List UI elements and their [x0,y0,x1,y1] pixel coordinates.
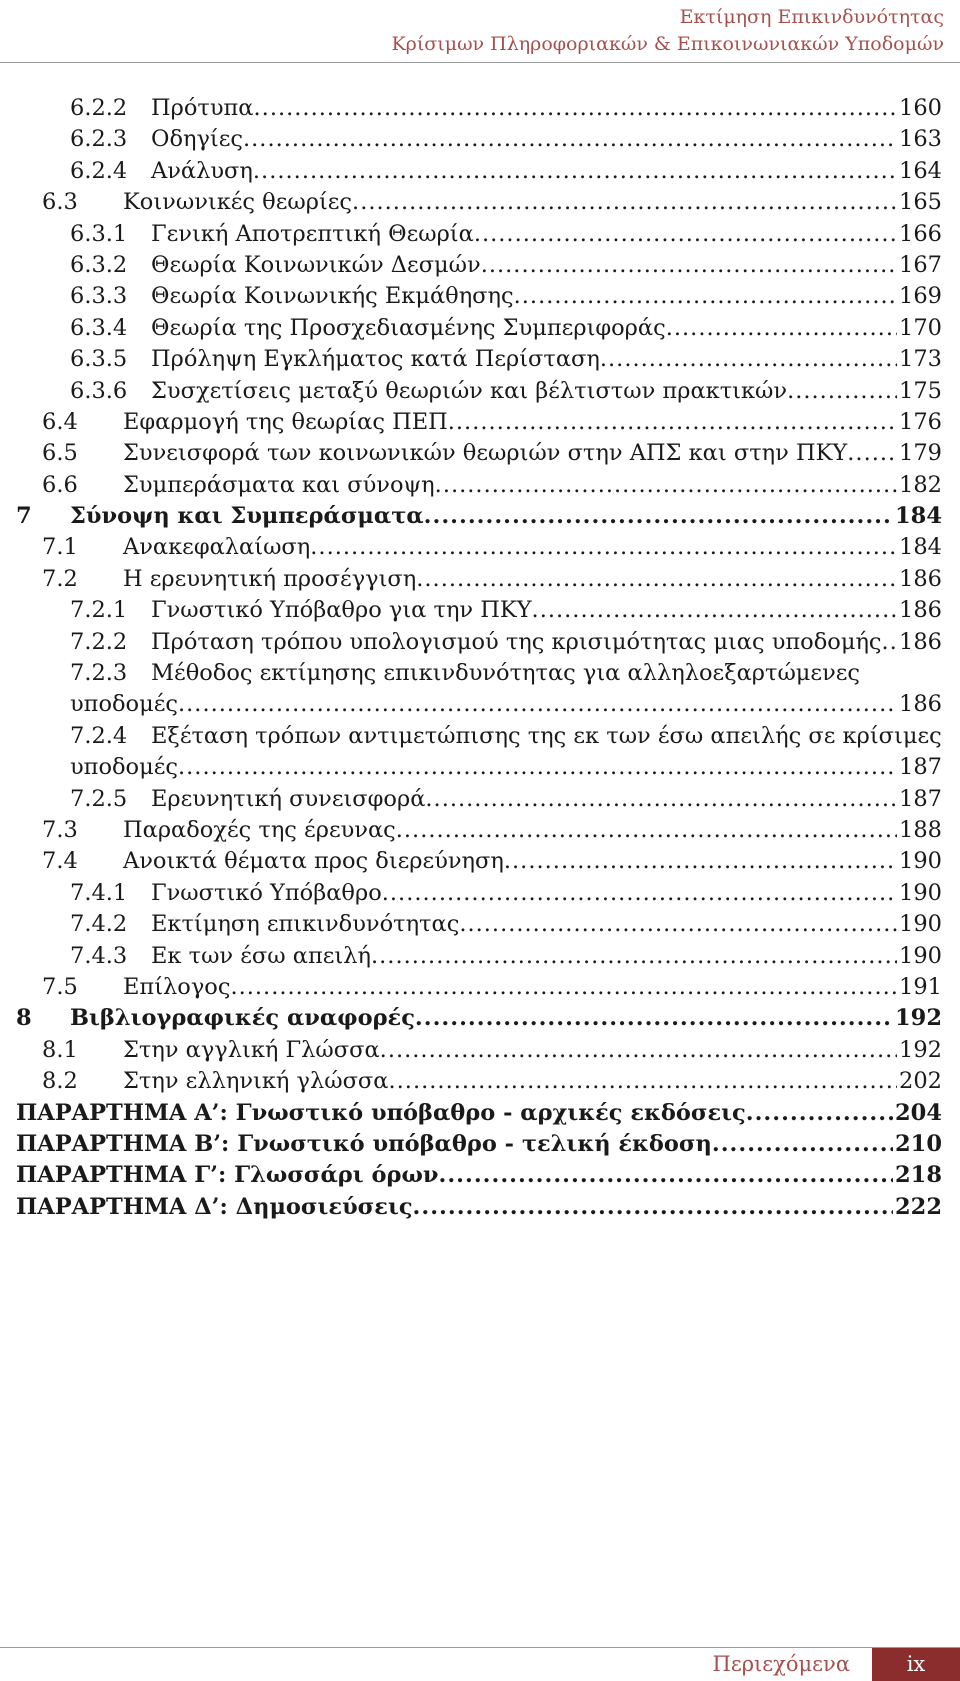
toc-entry-number: 6.3.1 [70,220,128,247]
toc-entry-page: 190 [899,911,942,938]
toc-entry-page: 175 [899,377,942,404]
toc-entry[interactable] [0,1035,960,1066]
dot-leader [396,815,897,846]
toc-entry-number: 7.2.3 [70,660,128,687]
running-header [391,4,944,58]
toc-entry-page: 218 [895,1162,942,1189]
toc-entry-page: 188 [899,816,942,843]
toc-entry-page: 176 [899,408,942,435]
toc-entry-number: 6.5 [42,440,78,467]
toc-entry-page: 184 [895,503,942,530]
toc-entry-page: 222 [895,1193,942,1220]
toc-entry-title: Γνωστικό Υπόβαθρο [151,879,382,906]
toc-entry-page: 186 [899,597,942,624]
toc-entry-number: 7.3 [42,816,78,843]
dot-leader [413,1192,893,1223]
toc-entry-page: 186 [899,628,942,655]
toc-entry[interactable] [0,1129,960,1160]
toc-entry-number: 7.4.1 [70,879,128,906]
dot-leader [253,156,897,187]
toc-entry[interactable] [0,281,960,312]
toc-entry-title: Οδηγίες [151,126,243,153]
toc-entry-page: 187 [899,754,942,781]
toc-entry[interactable] [0,438,960,469]
toc-entry-number: 7.2.5 [70,785,128,812]
toc-entry-title: Εφαρμογή της θεωρίας ΠΕΠ [123,408,448,435]
toc-entry-title: Πρόταση τρόπου υπολογισμού της κρισιμότητας μιας υποδομής [151,628,882,655]
header-title-line-2: Κρίσιμων Πληροφοριακών & Επικοινωνιακών Υποδομών [391,33,944,55]
toc-entry[interactable] [0,627,960,658]
toc-entry[interactable] [0,595,960,626]
dot-leader [371,941,897,972]
dot-leader [389,1066,898,1097]
dot-leader [243,124,897,155]
toc-entry[interactable] [0,815,960,846]
toc-entry-page: 166 [899,220,942,247]
toc-entry-title: Συσχετίσεις μεταξύ θεωριών και βέλτιστων πρακτικών [151,377,788,404]
toc-entry-title: Ανοικτά θέματα προς διερεύνηση [123,848,504,875]
toc-entry-title: Γενική Αποτρεπτική Θεωρία [151,220,474,247]
toc-entry-number: 6.3.4 [70,314,128,341]
toc-entry-continuation[interactable] [0,752,960,783]
toc-entry-page: 164 [899,157,942,184]
toc-entry-number: 7.1 [42,534,78,561]
dot-leader [514,281,897,312]
toc-entry-page: 186 [899,691,942,718]
dot-leader [424,501,893,532]
toc-entry-title: Θεωρία Κοινωνικής Εκμάθησης [151,283,514,310]
dot-leader [178,689,897,720]
toc-entry-title: Παραδοχές της έρευνας [123,816,396,843]
footer-page-number: ix [872,1648,960,1681]
toc-entry[interactable] [0,1192,960,1223]
toc-entry-number: 7.5 [42,973,78,1000]
toc-entry-title: ΠΑΡΑΡΤΗΜΑ Δ’: Δημοσιεύσεις [16,1193,413,1220]
toc-entry-number: 8 [16,1005,32,1032]
toc-entry[interactable] [0,501,960,532]
toc-entry-title: Θεωρία Κοινωνικών Δεσμών [151,251,481,278]
toc-entry-number: 6.6 [42,471,78,498]
toc-entry-title: Γνωστικό Υπόβαθρο για την ΠΚΥ [151,597,532,624]
toc-entry-number: 8.1 [42,1036,78,1063]
toc-entry-title: ΠΑΡΑΡΤΗΜΑ Β’: Γνωστικό υπόβαθρο - τελική έκδοση [16,1130,712,1157]
toc-entry-number: 6.3.5 [70,346,128,373]
toc-entry-page: 192 [899,1036,942,1063]
toc-entry-number: 6.4 [42,408,78,435]
toc-entry-number: 6.3.3 [70,283,128,310]
dot-leader [481,250,897,281]
toc-entry-title: Θεωρία της Προσχεδιασμένης Συμπεριφοράς [151,314,666,341]
toc-entry-page: 170 [899,314,942,341]
dot-leader [382,878,897,909]
toc-entry-page: 182 [899,471,942,498]
toc-entry-title: Εξέταση τρόπων αντιμετώπισης της εκ των έσω απειλής σε κρίσιμες [151,722,942,749]
toc-entry[interactable] [0,156,960,187]
dot-leader [712,1129,893,1160]
toc-entry-page: 167 [899,251,942,278]
toc-entry-title: Πρότυπα [151,95,254,121]
toc-entry-number: 7.2.4 [70,722,128,749]
toc-entry-title: Πρόληψη Εγκλήματος κατά Περίσταση [151,346,600,373]
dot-leader [787,376,897,407]
toc-entry[interactable] [0,219,960,250]
toc-entry-title: Εκτίμηση επικινδυνότητας [151,911,460,938]
toc-entry-page: 165 [899,189,942,216]
dot-leader [254,93,898,124]
toc-entry[interactable] [0,721,960,752]
toc-entry[interactable] [0,1066,960,1097]
toc-entry-page: 169 [899,283,942,310]
toc-entry-title: Συμπεράσματα και σύνοψη [123,471,435,498]
toc-entry-number: 8.2 [42,1068,78,1095]
toc-entry-title: Επίλογος [123,973,231,1000]
toc-entry-title: Στην αγγλική Γλώσσα [123,1036,380,1063]
toc-entry-number: 6.3.6 [70,377,128,404]
toc-entry[interactable] [0,878,960,909]
footer-section-label: Περιεχόμενα [712,1652,850,1676]
toc-entry-page: 160 [899,95,942,121]
dot-leader [352,187,897,218]
toc-entry-page: 173 [899,346,942,373]
toc-entry-number: 6.3.2 [70,251,128,278]
toc-entry-page: 210 [895,1130,942,1157]
toc-entry[interactable] [0,250,960,281]
toc-entry-page: 204 [895,1099,942,1126]
dot-leader [380,1035,897,1066]
toc-entry[interactable] [0,93,960,124]
toc-entry[interactable] [0,1098,960,1129]
dot-leader [600,344,897,375]
toc-entry-title: Στην ελληνική γλώσσα [123,1068,389,1095]
table-of-contents [0,93,960,1223]
dot-leader [746,1098,893,1129]
toc-entry-number: 7.2.2 [70,628,128,655]
toc-entry[interactable] [0,658,960,689]
toc-entry-number: 7 [16,503,32,530]
toc-entry-page: 187 [899,785,942,812]
toc-entry[interactable] [0,846,960,877]
toc-entry[interactable] [0,187,960,218]
toc-entry-number: 7.2 [42,565,78,592]
toc-entry-page: 190 [899,942,942,969]
toc-entry-title: Σύνοψη και Συμπεράσματα [70,503,424,530]
toc-entry-page: 190 [899,848,942,875]
toc-entry[interactable] [0,972,960,1003]
toc-entry[interactable] [0,470,960,501]
toc-entry-page: 191 [899,973,942,1000]
toc-entry-title: ΠΑΡΑΡΤΗΜΑ Γ’: Γλωσσάρι όρων [16,1162,439,1189]
toc-entry[interactable] [0,1160,960,1191]
dot-leader [435,470,897,501]
toc-entry-title: Ερευνητική συνεισφορά [151,785,426,812]
toc-entry[interactable] [0,784,960,815]
toc-entry-title: Συνεισφορά των κοινωνικών θεωριών στην ΑΠΣ και στην ΠΚΥ [123,440,848,467]
toc-entry[interactable] [0,941,960,972]
dot-leader [474,219,897,250]
toc-entry-title: Ανακεφαλαίωση [123,534,311,561]
header-title-line-1: Εκτίμηση Επικινδυνότητας [679,6,944,28]
toc-entry-page: 190 [899,879,942,906]
toc-entry-number: 7.4.3 [70,942,128,969]
toc-entry-title: Η ερευνητική προσέγγιση [123,565,417,592]
dot-leader [448,407,897,438]
dot-leader [882,627,898,658]
toc-entry-page: 186 [899,565,942,592]
dot-leader [416,564,897,595]
toc-entry[interactable] [0,909,960,940]
toc-entry[interactable] [0,376,960,407]
toc-entry[interactable] [0,124,960,155]
dot-leader [532,595,898,626]
toc-entry-continuation[interactable] [0,689,960,720]
toc-entry-number: 6.2.2 [70,95,128,121]
toc-entry-page: 192 [895,1005,942,1032]
dot-leader [230,972,897,1003]
dot-leader [178,752,897,783]
toc-entry[interactable] [0,1003,960,1034]
toc-entry-number: 7.4 [42,848,78,875]
toc-entry-number: 7.2.1 [70,597,128,624]
toc-entry-page: 163 [899,126,942,153]
toc-entry[interactable] [0,344,960,375]
toc-entry-title: Εκ των έσω απειλή [151,942,371,969]
toc-entry-title: Μέθοδος εκτίμησης επικινδυνότητας για αλληλοεξαρτώμενες [151,660,861,687]
toc-entry-title-continuation: υποδομές [70,754,178,781]
dot-leader [415,1003,893,1034]
dot-leader [425,784,897,815]
toc-entry-number: 7.4.2 [70,911,128,938]
dot-leader [310,532,897,563]
toc-entry-title: Ανάλυση [151,157,253,184]
toc-entry-title-continuation: υποδομές [70,691,178,718]
dot-leader [439,1160,894,1191]
toc-entry-page: 179 [899,440,942,467]
toc-entry[interactable] [0,532,960,563]
dot-leader [504,846,897,877]
toc-entry-page: 202 [899,1068,942,1095]
toc-entry[interactable] [0,313,960,344]
toc-entry-title: Βιβλιογραφικές αναφορές [70,1005,415,1032]
toc-entry-page: 184 [899,534,942,561]
header-divider [0,62,960,63]
toc-entry[interactable] [0,407,960,438]
dot-leader [666,313,897,344]
dot-leader [847,438,897,469]
toc-entry-number: 6.2.4 [70,157,128,184]
toc-entry-number: 6.3 [42,189,78,216]
toc-entry-number: 6.2.3 [70,126,128,153]
toc-entry[interactable] [0,564,960,595]
toc-entry-title: ΠΑΡΑΡΤΗΜΑ Α’: Γνωστικό υπόβαθρο - αρχικές εκδόσεις [16,1099,746,1126]
dot-leader [459,909,897,940]
toc-entry-title: Κοινωνικές θεωρίες [123,189,353,216]
